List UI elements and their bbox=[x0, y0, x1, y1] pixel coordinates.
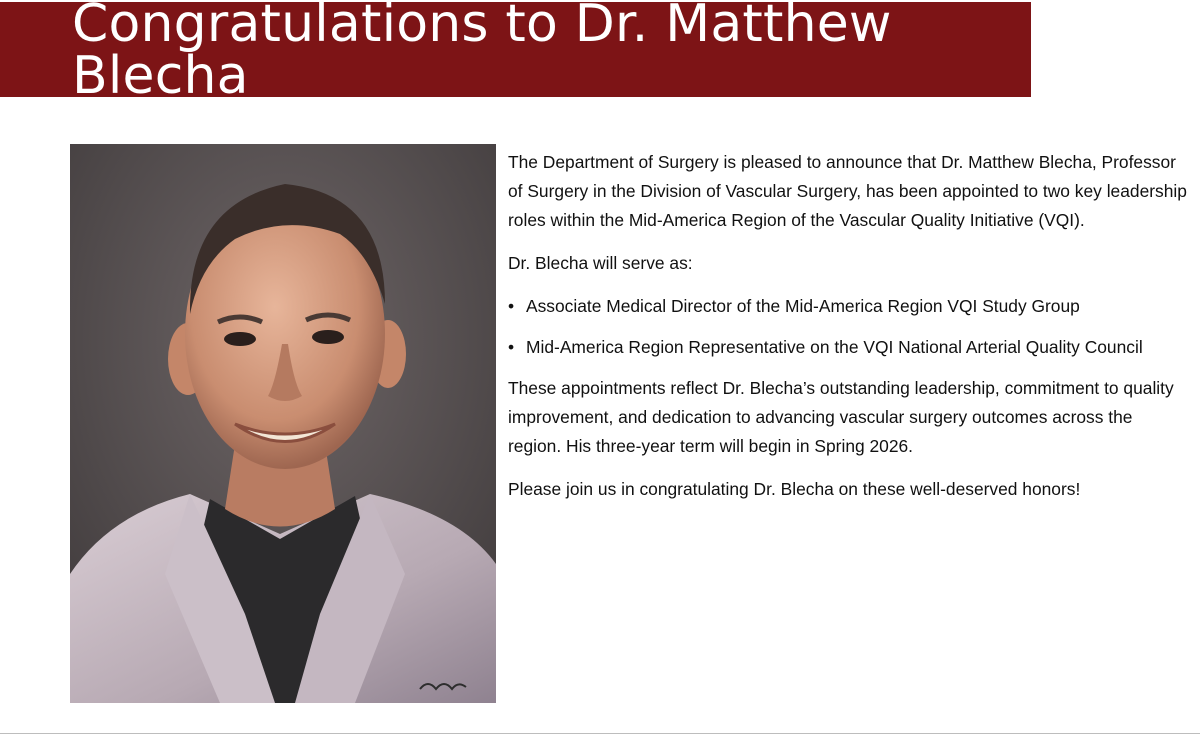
intro-paragraph: The Department of Surgery is pleased to announce that Dr. Matthew Blecha, Professor of Surgery in the Division of Vascular Surgery, has been appointed to two key leadership roles within the Mid-America Region of the Vascular Quality Initiative (VQI). bbox=[508, 152, 1187, 230]
title-banner bbox=[0, 0, 1031, 106]
appointments-paragraph: These appointments reflect Dr. Blecha’s outstanding leadership, commitment to quality improvement, and dedication to advancing vascular surgery outcomes across the region. His three-year term will begin in Spring 2026. bbox=[508, 378, 1174, 456]
list-item bbox=[508, 292, 1188, 321]
list-item bbox=[508, 333, 1188, 362]
bottom-divider bbox=[0, 733, 1200, 734]
role-text: Associate Medical Director of the Mid-America Region VQI Study Group bbox=[526, 296, 1080, 316]
announcement-article bbox=[508, 148, 1188, 518]
portrait-photo bbox=[70, 144, 496, 703]
closing-paragraph: Please join us in congratulating Dr. Blecha on these well-deserved honors! bbox=[508, 479, 1081, 499]
serve-as-paragraph: Dr. Blecha will serve as: bbox=[508, 253, 693, 273]
page-title: Congratulations to Dr. Matthew Blecha bbox=[72, 0, 892, 106]
portrait-illustration bbox=[70, 144, 496, 703]
roles-list bbox=[508, 292, 1188, 362]
role-text: Mid-America Region Representative on the VQI National Arterial Quality Council bbox=[526, 337, 1143, 357]
bullet-icon: • bbox=[508, 337, 515, 357]
bullet-icon: • bbox=[508, 296, 515, 316]
